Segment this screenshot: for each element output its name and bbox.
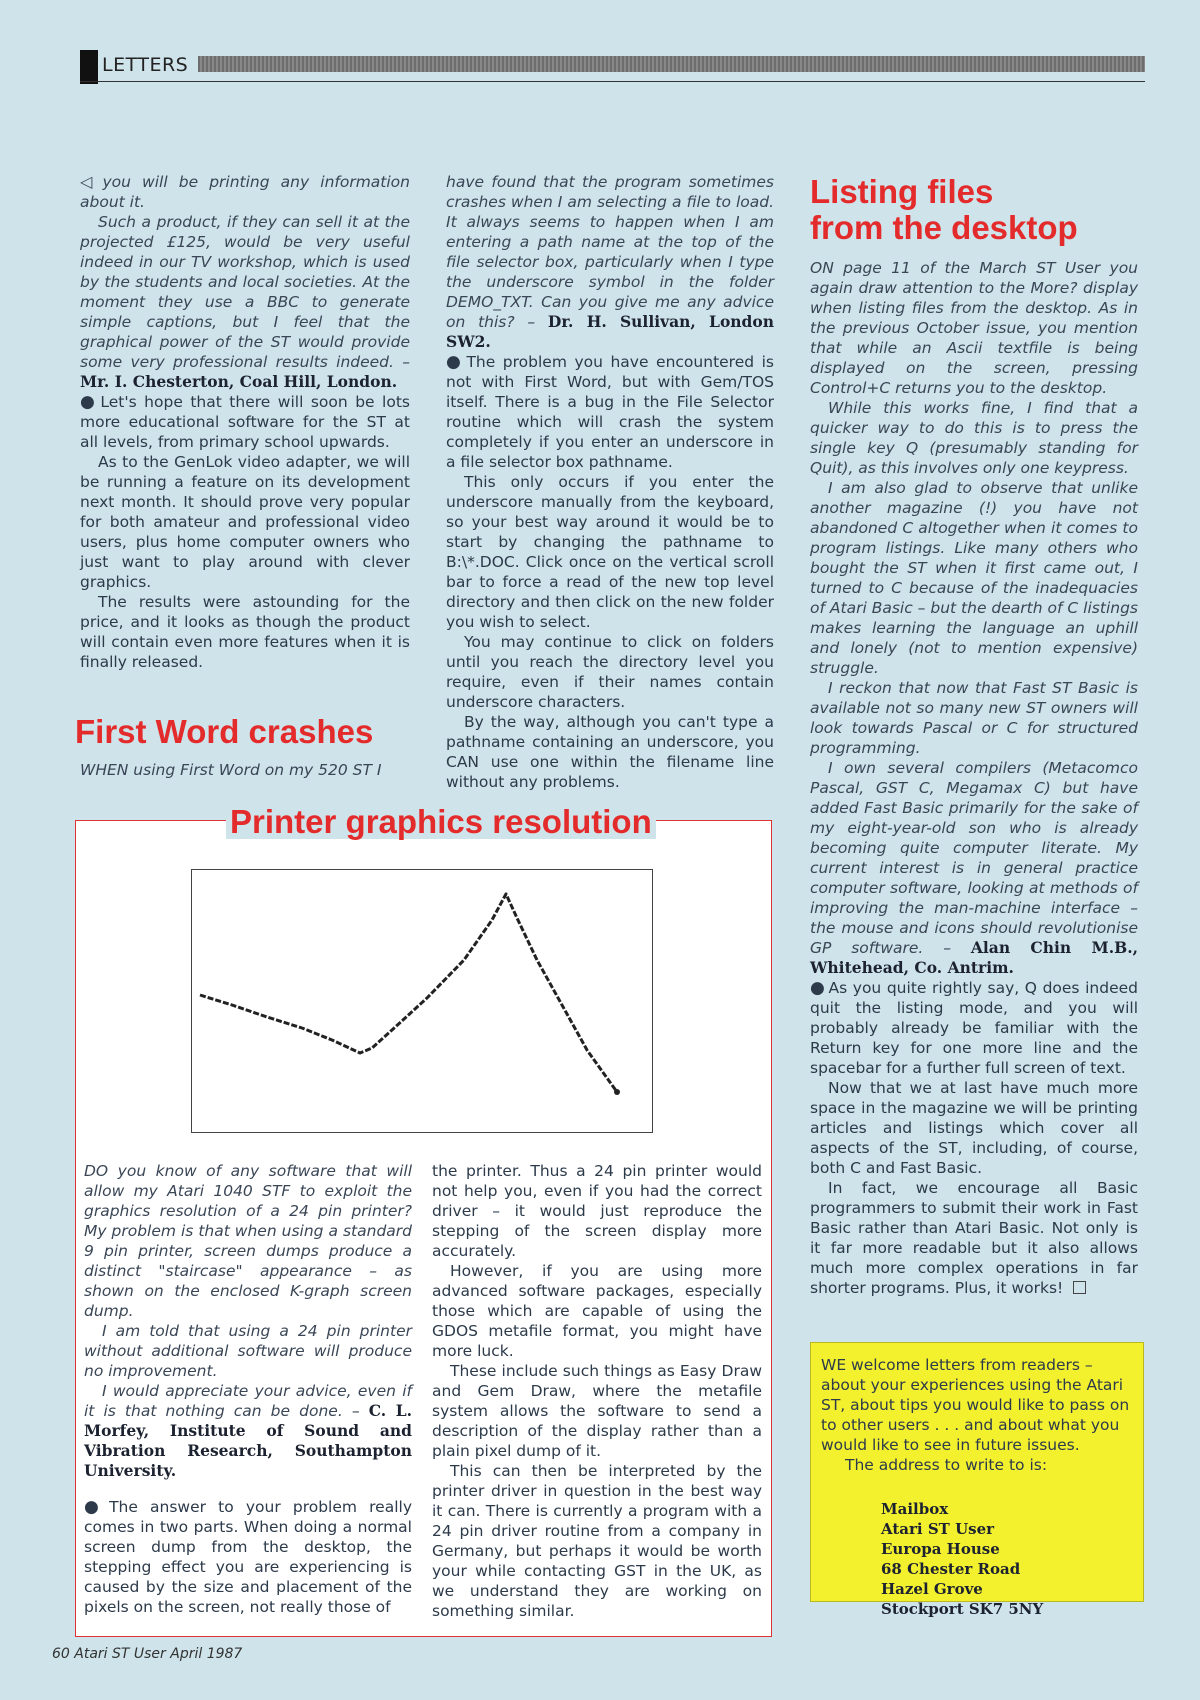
staircase-line-graph xyxy=(192,870,652,1132)
col2-paragraph-5: By the way, although you can't type a pathname containing an underscore, you CAN use one within the filename line without any problems. xyxy=(446,713,774,791)
col2-paragraph-1: have found that the program sometimes crashes when I am selecting a file to load. It always seems to happen when I am entering a path name at the top of the file selector box, particularly when I type the underscore symbol in the folder DEMO_TXT. Can you give me any advice on this? – Dr. H. Sullivan, London SW2. xyxy=(446,173,774,351)
page-footer: 60 Atari ST User April 1987 xyxy=(52,1646,243,1662)
bullet-icon: ● xyxy=(84,1497,107,1517)
address-line: Europa House xyxy=(881,1540,1000,1558)
mailbox-intro: WE welcome letters from readers – about your experiences using the Atari ST, about tips you would like to pass on to other users . . . and about what you would like to see in future issues. xyxy=(821,1356,1130,1454)
address-line: Mailbox xyxy=(881,1500,949,1518)
address-line: Hazel Grove xyxy=(881,1580,983,1598)
col1-paragraph-1: ◁ you will be printing any information about it. xyxy=(80,172,410,211)
box-right-paragraph-1: the printer. Thus a 24 pin printer would not help you, even if you had the correct driver – it would just reproduce the stepping of the screen display more accurately. xyxy=(432,1162,762,1260)
col3-paragraph-1: ON page 11 of the March ST User you again draw attention to the More? display when listing files from the desktop. As in the previous October issue, you mention that while an Ascii textfile is being displayed on the screen, pressing Control+C returns you to the desktop. xyxy=(810,259,1138,397)
letter-signature: Alan Chin M.B., Whitehead, Co. Antrim. xyxy=(810,938,1138,977)
col1-paragraph-4: As to the GenLok video adapter, we will be running a feature on its development next month. It should prove very popular for both amateur and professional video users, plus home computer owners who just want to play around with clever graphics. xyxy=(80,453,410,591)
box-column-2 xyxy=(432,1161,762,1621)
column-3 xyxy=(810,258,1138,1298)
col3-paragraph-8: In fact, we encourage all Basic programmers to submit their work in Fast Basic rather than Atari Basic. Not only is it far more readable but it also allows much more complex operations in far shorter programs. Plus, it works! xyxy=(810,1179,1138,1297)
col2-paragraph-3: This only occurs if you enter the underscore manually from the keyboard, so your best way around it would be to start by changing the pathname to B:\*.DOC. Click once on the vertical scroll bar to force a read of the new top level directory and then click on the new folder you wish to select. xyxy=(446,473,774,631)
col1-paragraph-2: Such a product, if they can sell it at the projected £125, would be very useful indeed in our TV workshop, which is used by the students and local societies. At the moment they use a BBC to generate simple captions, but I feel that the graphical power of the ST would provide some very professional results indeed. – Mr. I. Chesterton, Coal Hill, London. xyxy=(80,213,410,391)
bullet-icon: ● xyxy=(446,352,464,372)
letter-signature: C. L. Morfey, Institute of Sound and Vibration Research, Southampton University. xyxy=(84,1401,412,1480)
col3-paragraph-4: I reckon that now that Fast ST Basic is available not so many new ST owners will look towards Pascal or C for structured programming. xyxy=(810,679,1138,757)
kgraph-screen-dump xyxy=(191,869,653,1133)
col1-paragraph-6: WHEN using First Word on my 520 ST I xyxy=(80,761,382,779)
box-left-paragraph-4: ● The answer to your problem really comes in two parts. When doing a normal screen dump from the desktop, the stepping effect you are experiencing is caused by the size and placement of the pixels on the screen, not really those of xyxy=(84,1497,412,1616)
heading-listing-files xyxy=(810,174,1078,246)
address-line: 68 Chester Road xyxy=(881,1560,1021,1578)
box-title: Printer graphics resolution xyxy=(226,805,656,839)
box-column-1 xyxy=(84,1161,412,1617)
header-rule xyxy=(80,81,1145,82)
mailbox-info-box xyxy=(810,1342,1144,1618)
address-line: Atari ST User xyxy=(881,1520,995,1538)
col1-paragraph-5: The results were astounding for the price, and it looks as though the product will contain even more features when it is finally released. xyxy=(80,593,410,671)
col3-paragraph-3: I am also glad to observe that unlike another magazine (!) you have not abandoned C altogether when it comes to program listings. Like many others who bought the ST when it first came out, I turned to C because of the inadequacies of Atari Basic – but the dearth of C listings makes learning the language an uphill and lonely (not to mention expensive) struggle. xyxy=(810,479,1138,677)
col2-paragraph-4: You may continue to click on folders until you reach the directory level you require, even if their names contain underscore characters. xyxy=(446,633,774,711)
mailing-address xyxy=(881,1499,1043,1619)
col1-paragraph-3: ● Let's hope that there will soon be lots more educational software for the ST at all levels, from primary school upwards. xyxy=(80,392,410,451)
heading-line-1: Listing files xyxy=(810,173,994,210)
column-1 xyxy=(80,172,410,672)
box-right-paragraph-3: These include such things as Easy Draw and Gem Draw, where the metafile system allows the software to send a description of the display rather than a plain pixel dump of it. xyxy=(432,1362,762,1460)
col3-paragraph-2: While this works fine, I find that a quicker way to do this is to press the single key Q (presumably standing for Quit), as this involves only one keypress. xyxy=(810,399,1138,477)
continue-arrow-icon: ◁ xyxy=(80,172,99,191)
col3-paragraph-6: ● As you quite rightly say, Q does indeed quit the listing mode, and you will probably already be familiar with the Return key for one more line and the spacebar for a further full screen of text. xyxy=(810,978,1138,1077)
printer-graphics-box xyxy=(75,803,772,1637)
section-label: LETTERS xyxy=(102,54,189,76)
mailbox-text xyxy=(821,1355,1133,1475)
col3-paragraph-7: Now that we at last have much more space in the magazine we will be printing articles and listings which cover all aspects of the ST, including, of course, both C and Fast Basic. xyxy=(810,1079,1138,1177)
address-intro: The address to write to is: xyxy=(845,1456,1048,1474)
column-2 xyxy=(446,172,774,792)
col3-paragraph-5: I own several compilers (Metacomco Pascal, GST C, Megamax C) but have added Fast Basic primarily for the sake of my eight-year-old son who is already becoming quite computer literate. My current interest is in general practice computer software, looking at methods of improving the man-machine interface – the mouse and icons should revolutionise GP software. – Alan Chin M.B., Whitehead, Co. Antrim. xyxy=(810,759,1138,977)
box-left-paragraph-2: I am told that using a 24 pin printer without additional software will produce no improvement. xyxy=(84,1322,412,1380)
header-gray-band xyxy=(198,56,1145,72)
heading-first-word-crashes: First Word crashes xyxy=(75,713,374,750)
box-right-paragraph-4: This can then be interpreted by the printer driver in question in the best way it can. There is currently a program with a 24 pin driver routine from a company in Germany, but perhaps it would be worth your while contacting GST in the UK, as we understand they are working on something similar. xyxy=(432,1462,762,1620)
bullet-icon: ● xyxy=(80,392,98,412)
letter-signature: Mr. I. Chesterton, Coal Hill, London. xyxy=(80,372,398,391)
header-black-bar xyxy=(80,50,98,84)
box-left-paragraph-1: DO you know of any software that will allow my Atari 1040 STF to exploit the graphics resolution of a 24 pin printer? My problem is that when using a standard 9 pin printer, screen dumps produce a distinct "staircase" appearance – as shown on the enclosed K-graph screen dump. xyxy=(84,1162,412,1320)
box-left-paragraph-3: I would appreciate your advice, even if it is that nothing can be done. – C. L. Morfey, Institute of Sound and Vibration Research, Southampton University. xyxy=(84,1382,412,1480)
box-right-paragraph-2: However, if you are using more advanced software packages, especially those which are capable of using the GDOS metafile format, you might have more luck. xyxy=(432,1262,762,1360)
section-header xyxy=(80,50,1145,84)
address-line: Stockport SK7 5NY xyxy=(881,1600,1044,1618)
end-mark-icon xyxy=(1073,1281,1086,1294)
letter-signature: Dr. H. Sullivan, London SW2. xyxy=(446,312,774,351)
col2-paragraph-2: ● The problem you have encountered is not with First Word, but with Gem/TOS itself. There is a bug in the File Selector routine which will crash the system completely if you enter an underscore in a file selector box pathname. xyxy=(446,352,774,471)
bullet-icon: ● xyxy=(810,978,826,998)
heading-line-2: from the desktop xyxy=(810,209,1078,246)
